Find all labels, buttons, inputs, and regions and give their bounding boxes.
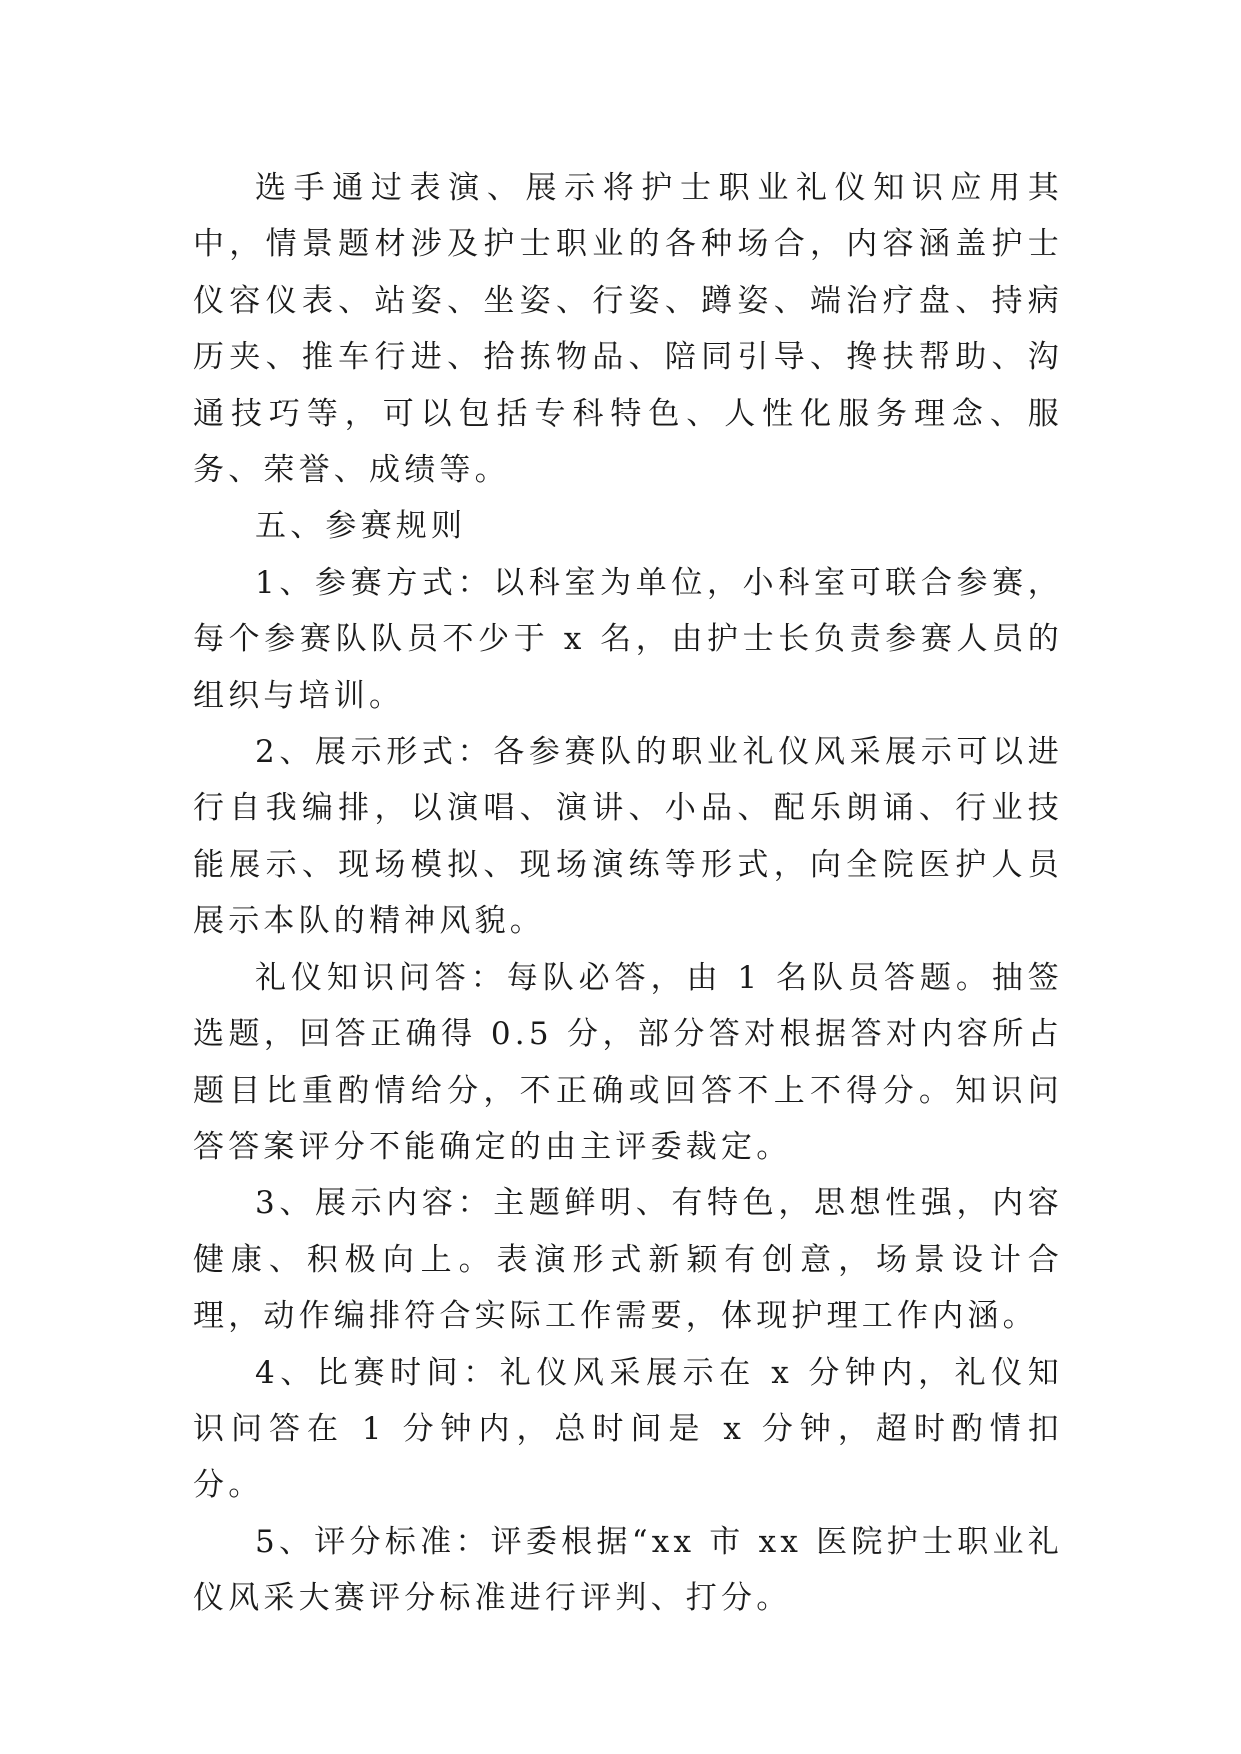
paragraph-intro: 选手通过表演、展示将护士职业礼仪知识应用其中，情景题材涉及护士职业的各种场合，内容涵盖护士仪容仪表、站姿、坐姿、行姿、蹲姿、端治疗盘、持病历夹、推车行进、拾拣物品、陪同引导、搀扶帮助、沟通技巧等，可以包括专科特色、人性化服务理念、服务、荣誉、成绩等。 bbox=[193, 170, 1063, 489]
paragraph-rule-2: 2、展示形式：各参赛队的职业礼仪风采展示可以进行自我编排，以演唱、演讲、小品、配乐朗诵、行业技能展示、现场模拟、现场演练等形式，向全院医护人员展示本队的精神风貌。 bbox=[193, 734, 1063, 940]
paragraph-rule-4: 4、比赛时间：礼仪风采展示在 x 分钟内，礼仪知识问答在 1 分钟内，总时间是 x 分钟，超时酌情扣分。 bbox=[193, 1354, 1063, 1504]
document-body bbox=[193, 160, 1063, 1627]
paragraph-rule-3: 3、展示内容：主题鲜明、有特色，思想性强，内容健康、积极向上。表演形式新颖有创意，场景设计合理，动作编排符合实际工作需要，体现护理工作内涵。 bbox=[193, 1185, 1063, 1335]
paragraph-rule-1: 1、参赛方式：以科室为单位，小科室可联合参赛，每个参赛队队员不少于 x 名，由护士长负责参赛人员的组织与培训。 bbox=[193, 564, 1063, 714]
section-heading-rules: 五、参赛规则 bbox=[255, 508, 467, 545]
paragraph-rule-5: 5、评分标准：评委根据“xx 市 xx 医院护士职业礼仪风采大赛评分标准进行评判、打分。 bbox=[193, 1523, 1063, 1617]
paragraph-qa: 礼仪知识问答：每队必答，由 1 名队员答题。抽签选题，回答正确得 0.5 分，部分答对根据答对内容所占题目比重酌情给分，不正确或回答不上不得分。知识问答答案评分不能确定的由主评委裁定。 bbox=[193, 959, 1063, 1165]
